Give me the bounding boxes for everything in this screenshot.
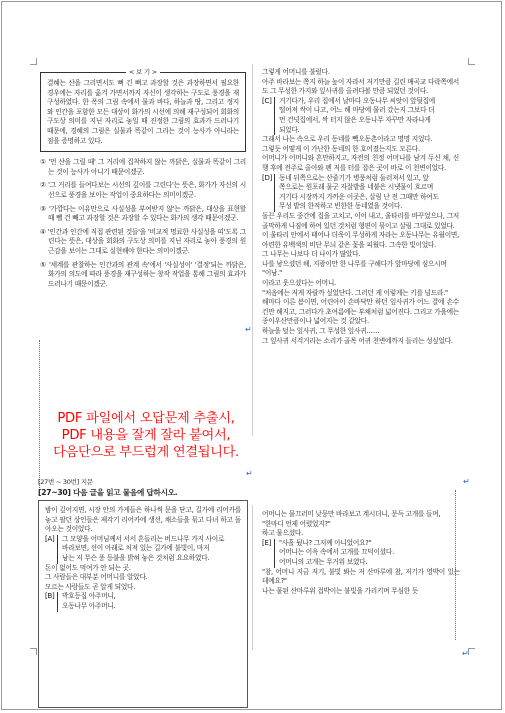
example-box-title: < 보 기 > (126, 68, 160, 77)
passage-box-left (38, 500, 248, 708)
passage-line: 떨어져 싹이 나고, 어느 해 마당에 물러 갔는지 그보다 더 (279, 106, 435, 115)
bracket-C-label: [C] (262, 96, 272, 105)
passage-paragraph: 이 울타리 안에서 태어나 더욱이 무성하게 자라는 오동나무는 유월이면, 아련한 유백색의 비단 무늬 같은 꽃을 피웠다. 그속한 빛이었다. (262, 231, 459, 249)
right-column-bottom (258, 510, 464, 596)
passage-paragraph: "참, 어머니 지금 저기, 불빛 봐는 저 산마루에 참, 저기가 영박이 있는 데예요?" (262, 567, 460, 586)
passage-paragraph: "이남." (262, 269, 282, 278)
passage-paragraph: "처음에는 저게 자랄까 싶었단다. 그러던 게 이렇게는 키를 넘드라." (262, 288, 448, 297)
passage-paragraph: 해마다 이른 봄이면, 어린아이 손바닥만 하던 잎사귀가 어느 결에 손수건만 해지고, 그러다가 초여름에는 부채처럼 넓어진다. 그리고 가을에는 종이우산만큼이나 넓어지는 것 같았다. (262, 298, 459, 326)
bracket-B-label: [B] (45, 592, 55, 601)
passage-line: "사흘 뒀나? 그저께 아니었어요?" (279, 538, 372, 547)
passage-paragraph: 그렇듯 어떻게 이 가난한 동네의 한 호어졌는지도 모른다. (262, 144, 420, 153)
passage-paragraph: 그렇게 어머니를 불렀다. (262, 68, 330, 76)
passage-line: 오동나무 아주머니. (62, 601, 116, 610)
option-2[interactable]: ② '그 거리를 들여다보는 시선의 깊이를 그린다'는 뜻은, 화가가 자신의 시선으로 풍경을 보이는 작업이 중요하다는 의미이겠군. (40, 181, 246, 199)
passage-paragraph: 돈이 없어도 먹여가 안 되는 곳. (45, 563, 131, 572)
passage-line: 거기다가, 우리 집에서 날마다 오동나무 씨앗이 앞뒷집에 (279, 96, 435, 105)
passage-paragraph: 하고 물으셨다. (262, 529, 304, 538)
right-column (258, 68, 463, 346)
passage-paragraph: 이라고 웃으셨다는 어머니. (262, 279, 336, 288)
column-divider-top (252, 64, 253, 436)
left-column (40, 68, 246, 289)
bracket-A-label: [A] (45, 534, 55, 543)
paragraph-mark-icon: ↵ (246, 469, 253, 478)
passage-paragraph: 나를 낳으셨던 해, 지광이만 한 나무를 구해다가 앞마당에 심으시며 (262, 259, 447, 268)
notice-line-3: 다음단으로 부드럽게 연결됩니다. (53, 445, 239, 460)
crop-mark-top-left (30, 58, 37, 65)
notice-line-1: PDF 파일에서 오답문제 추출시, (57, 411, 235, 426)
passage-right (258, 68, 463, 346)
passage-paragraph: 밤이 깊어지면, 시장 안의 가게들은 하나씩 문을 닫고, 길가에 리어카를 놓고 팔던 상인들은 제각기 리어카에 생선, 채소들을 묶고 다녀 하고 돌아오는 것이었다. (45, 506, 241, 534)
passage-paragraph: 아주 바라보는 쪽지 하늘 높이 자라서 저기만큼 길린 매곡교 다락쪽에서도 그 무성한 가지와 잎사귀를 올려다볼 만큼 되었던 것이다. (262, 77, 459, 96)
bracket-B (45, 592, 241, 611)
passage-paragraph: 그 나무는 나보다 더 나이가 많았다. (262, 250, 361, 259)
passage-paragraph: 그래서 나는 속으로 우리 동네를 빽오동촌이라고 명명 지었다. (262, 135, 433, 144)
bracket-A (45, 535, 241, 564)
option-1[interactable]: ① '먼 산을 그릴 때' 그 거리에 집착하지 않는 까닭은, 실물과 똑같이 그리는 것이 능사가 아니기 때문이겠군. (40, 158, 246, 176)
paragraph-mark-icon: ↵ (463, 477, 470, 486)
passage-paragraph: 모르는 사람들도 곧 알게 되었다. (45, 582, 136, 591)
passage-paragraph: 그 잎사귀 서걱거리는 소리가 골목 어귀 천변에까지 들리는 성싶었다. (262, 336, 453, 345)
pdf-extraction-notice (40, 410, 252, 461)
passage-line: 박호등집 아주머니, (62, 592, 116, 601)
passage-paragraph: "한마디 언제 어렸었지?" (262, 519, 331, 528)
passage-line: 먼 건넛집에서, 싹 터지 않은 오동나무 자꾸만 자라나게 (279, 115, 431, 124)
bracket-E (262, 539, 460, 568)
crop-mark-bottom-right (468, 648, 475, 655)
bracket-D (262, 174, 459, 212)
passage-paragraph: 하늘을 덮는 잎사귀, 그 무성한 잎사귀…… (262, 327, 380, 336)
notice-line-2: PDF 내용을 잘게 잘라 붙여서, (61, 428, 231, 443)
passage-paragraph: 돌끈 우리도 중간에 집을 고치고, 이어 내고, 울타리를 바꾸었으나, 그저 골막하게 나짐에 하여 있던 것처럼 형편이 묶이고 살림 그대로 있었다. (262, 211, 459, 230)
section-label: [27번 ~ 30번] 지문 (38, 478, 93, 486)
bracket-C (262, 97, 459, 135)
passage-line: 어머니의 고개는 무거워 보였다. (279, 557, 368, 566)
bracket-D-label: [D] (262, 173, 273, 182)
option-4[interactable]: ④ '인간과 인간에 직접 관련된 것들'을 '비교적 명료한 사실성을 띠'도록 그린다는 뜻은, 대상을 회화의 구도상 의미를 지닌 자리로 놓아 풍경의 원근감을 보이는 그대로 실현해야 한다는 의미이겠군. (40, 227, 246, 255)
column-divider-bottom (252, 505, 253, 650)
passage-line: 무성 밭의 한적하고 빈한한 동네였을 것이다. (279, 202, 403, 211)
crop-mark-bottom-left (30, 648, 37, 655)
section-heading: [27~30] 다음 글을 읽고 물음에 답하시오. (38, 488, 178, 497)
passage-line: 쪽으로는 원포래 물군 자잘밭을 네붙은 시냇물이 흐르며 (279, 183, 434, 192)
question-section (38, 478, 248, 708)
passage-line: 그 모양을 어머님께서 서서 흔들리는 버드나무 가지 사이로 (62, 534, 225, 543)
paragraph-mark-icon: ↵ (245, 325, 252, 334)
bracket-E-label: [E] (262, 538, 272, 547)
passage-paragraph: 어머니가 어머니와 흔만하지고, 자전의 친정 어머니를 남겨 두신 채, 신행 후에 전주로 올아와 펜 저를 터를 잡은 곳이 바로 이 천변이었다. (262, 154, 459, 172)
example-box (40, 68, 246, 152)
passage-line: 바라보면, 선이 아래로 처져 있는 길가에 불빛이, 마저 (62, 544, 210, 553)
option-3[interactable]: ③ '가깝다는 이유만으로 사실성을 부여받지 않'는 까닭은, 대상을 표현할 때 뺄 건 빼고 과장할 것은 과장할 수 있다는 화가의 생각 때문이겠군. (40, 204, 246, 223)
example-box-text: 결혜는 산을 그리면서도 뼈 긴 뼈고 과장할 것은 과장하면서 필요한 경우에는 자리를 옮겨 가면서까지 자신이 생각하는 구도로 풍경을 재구성하였다. 한 폭의 그림 속에서 물과 바다, 하늘과 땅, 그리고 정지와 인간을 포함한 모든 대상이 화가의 시선에 의해 재구성되어 회화의 구도상 의미를 지닌 자리로 놓일 때 진정한 그림의 효과가 드러나기 때문에, 경혜의 그림은 실물과 똑같이 그리는 것이 능사가 아니라는 점을 증명하고 있다. (47, 79, 239, 145)
paragraph-mark-icon: ↵ (462, 649, 469, 658)
passage-paragraph: 어머니는 물끄러미 낮뭉만 바라보고 계시더니, 문득 고개를 들며, (262, 510, 441, 518)
passage-paragraph: 나는 물된 산마루위 접박이는 불빛을 가리키며 무심한 듯 (262, 586, 418, 595)
passage-line: 어머니는 이윽 속에서 고개를 끄덕이셨다. (279, 548, 394, 557)
option-5[interactable]: ⑤ '세계를 관찰하는 인간과의 관계 속'에서 '사실성이' '결정'되는 까닭은, 화가의 의도에 따라 풍경을 재구성하는 창작 작업을 통해 그림의 효과가 드러나기 때문이겠군. (40, 260, 246, 288)
passage-right-bottom (258, 510, 464, 596)
passage-paragraph: 그 사람들은 대부분 어머니를 알았다. (45, 573, 148, 582)
passage-line: 동네 뒤쪽으로는 산줄기가 병풍처럼 둘러져서 있고, 앞 (279, 173, 429, 182)
crop-mark-top-right (468, 58, 475, 65)
passage-line: 되었다. (279, 125, 300, 134)
passage-line: 거기다 시장까지 가까운 이곳은, 살림 난 전 그때만 하여도 (279, 192, 439, 201)
passage-line: 남는 저 무슨 풍 등불을 밝혀 놓은 것처럼 요요하였다. (62, 553, 210, 562)
